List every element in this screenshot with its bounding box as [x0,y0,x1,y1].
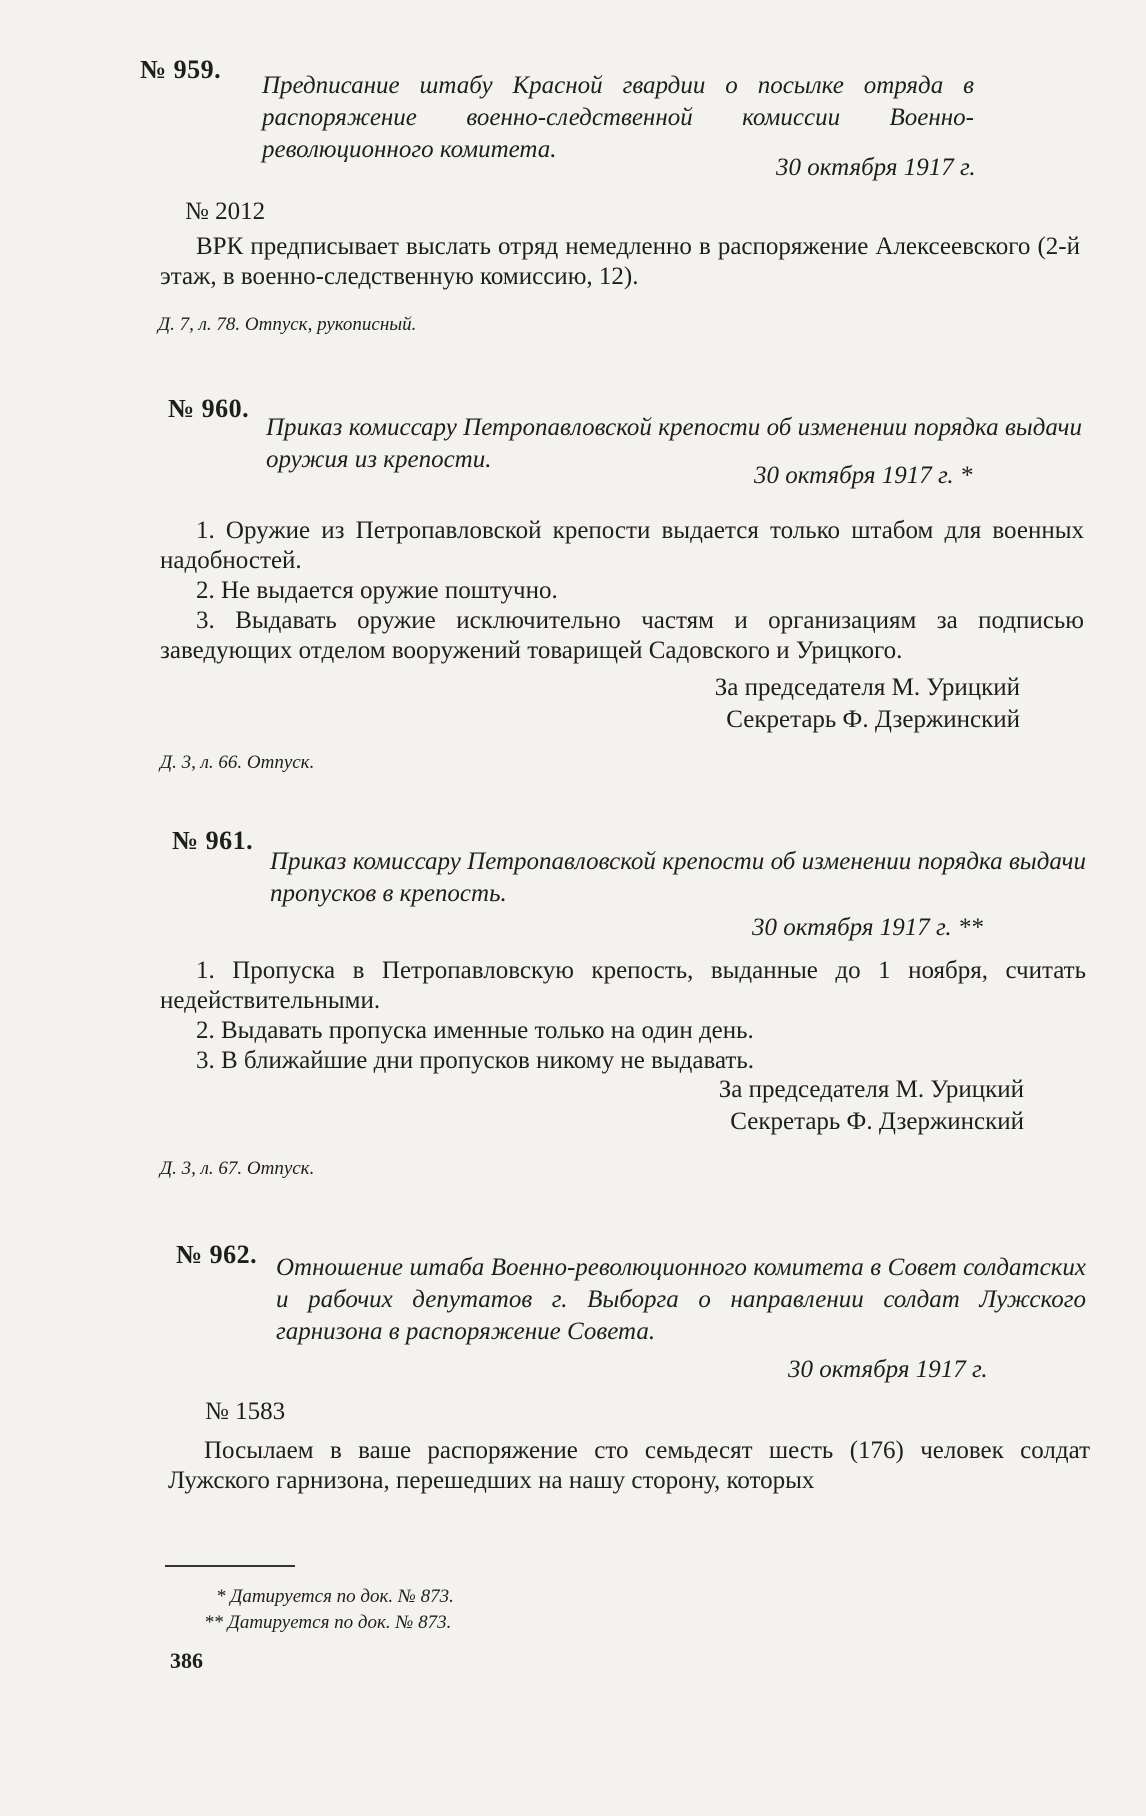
doc-960-signatures [560,672,1020,736]
doc-960-item-2: 2. Не выдается оружие поштучно. [196,577,558,604]
doc-962-heading: Отношение штаба Военно-революционного комитета в Совет солдатских и рабочих депутатов г. Выборга о направлении солдат Лужского гарнизона в распоряжение Совета. [276,1254,1086,1345]
doc-960-source: Д. 3, л. 66. Отпуск. [160,752,315,773]
doc-962-number: № 962. [176,1240,258,1269]
doc-961-source: Д. 3, л. 67. Отпуск. [160,1158,315,1179]
doc-959-source: Д. 7, л. 78. Отпуск, рукописный. [158,314,417,335]
doc-961-date: 30 октября 1917 г. ** [752,914,983,941]
footnote-divider [165,1565,295,1567]
doc-960-item-1: 1. Оружие из Петропавловской крепости выдается только штабом для военных надобностей. [160,517,1084,574]
doc-959-number: № 959. [140,55,222,84]
doc-961-signature-secretary: Секретарь Ф. Дзержинский [730,1108,1024,1135]
doc-961-signature-chair: За председателя М. Урицкий [718,1076,1024,1103]
doc-962-reg-number: № 1583 [205,1398,286,1425]
doc-962-text: Посылаем в ваше распоряжение сто семьдесят шесть (176) человек солдат Лужского гарнизона, перешедших на нашу сторону, которых [168,1437,1090,1494]
doc-959-date: 30 октября 1917 г. [776,154,976,181]
doc-960-heading: Приказ комиссару Петропавловской крепости об изменении порядка выдачи оружия из крепости. [266,414,1082,473]
doc-960-signature-secretary: Секретарь Ф. Дзержинский [726,706,1020,733]
doc-962-date: 30 октября 1917 г. [788,1356,988,1383]
doc-960-items [160,516,1084,666]
doc-960-item-3: 3. Выдавать оружие исключительно частям и организациям за подписью заведующих отделом вооружений товарищей Садовского и Урицкого. [160,607,1084,664]
doc-961-item-2: 2. Выдавать пропуска именные только на один день. [196,1017,754,1044]
doc-959-reg-number: № 2012 [185,198,266,225]
doc-960-signature-chair: За председателя М. Урицкий [714,674,1020,701]
doc-959-heading: Предписание штабу Красной гвардии о посылке отряда в распоряжение военно-следственной комиссии Военно-революционного комитета. [262,72,974,163]
doc-959-text: ВРК предписывает выслать отряд немедленно в распоряжение Алексеевского (2-й этаж, в военно-следственную комиссию, 12). [160,233,1080,290]
doc-961-items [160,956,1086,1076]
doc-961-signatures [560,1074,1024,1138]
footnote-2: ** Датируется по док. № 873. [204,1612,452,1633]
doc-961-item-3: 3. В ближайшие дни пропусков никому не выдавать. [196,1047,754,1074]
doc-961-number: № 961. [172,826,254,855]
doc-961-item-1: 1. Пропуска в Петропавловскую крепость, выданные до 1 ноября, считать недействительными. [160,957,1086,1014]
doc-960-number: № 960. [168,394,250,423]
page-number: 386 [170,1648,203,1673]
doc-961-heading: Приказ комиссару Петропавловской крепости об изменении порядка выдачи пропусков в крепость. [270,848,1086,907]
doc-960-date: 30 октября 1917 г. * [754,462,973,489]
footnote-1: * Датируется по док. № 873. [216,1586,454,1607]
